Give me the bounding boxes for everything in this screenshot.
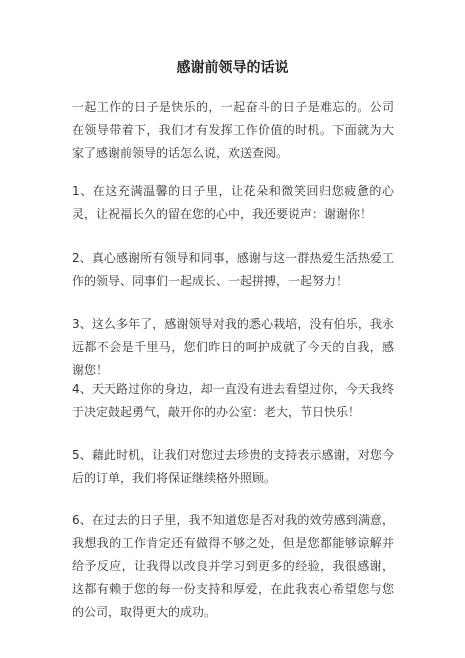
document-title: 感谢前领导的话说 [176, 60, 289, 76]
paragraph-1: 1、在这充满温馨的日子里，让花朵和微笑回归您疲惫的心灵，让祝福长久的留在您的心中，我还要说声：谢谢你！ [72, 184, 394, 221]
paragraph-3: 3、这么多年了，感谢领导对我的悉心栽培，没有伯乐，我永远都不会是千里马，您们昨日的呵护成就了今天的自我，感谢您！ [72, 317, 394, 377]
paragraph-2: 2、真心感谢所有领导和同事，感谢与这一群热爱生活热爱工作的领导、同事们一起成长、一起拼搏，一起努力！ [72, 251, 394, 288]
paragraph-6: 6、在过去的日子里，我不知道您是否对我的效劳感到满意，我想我的工作肯定还有做得不够之处，但是您都能够谅解并给予反应，让我得以改良并学习到更多的经验，我很感谢，这都有赖于您的每一份支持和厚爱，在此我衷心希望您与您的公司，取得更大的成功。 [72, 513, 394, 619]
paragraph-5: 5、藉此时机，让我们对您过去珍贵的支持表示感谢，对您今后的订单，我们将保证继续格外照顾。 [72, 448, 394, 485]
paragraph-4: 4、天天路过你的身边，却一直没有进去看望过你，今天我终于决定鼓起勇气，敲开你的办公室：老大，节日快乐！ [72, 382, 394, 419]
intro-paragraph: 一起工作的日子是快乐的，一起奋斗的日子是难忘的。公司在领导带着下，我们才有发挥工作价值的时机。下面就为大家了感谢前领导的话怎么说，欢送查阅。 [72, 100, 394, 160]
